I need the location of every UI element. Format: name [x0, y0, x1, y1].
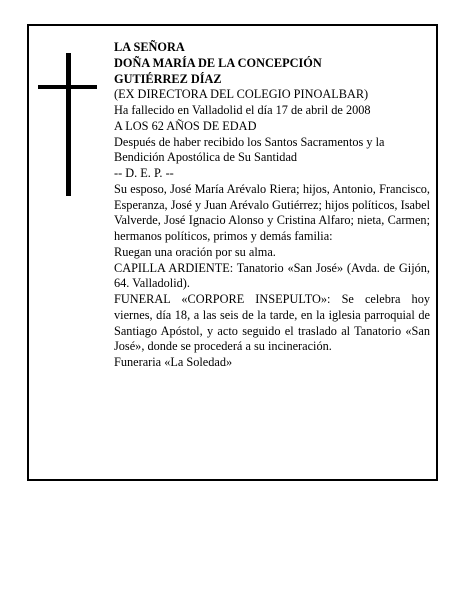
death-notice: Ha fallecido en Valladolid el día 17 de abril de 2008	[114, 103, 371, 117]
cross-icon	[66, 53, 71, 196]
funeral-paragraph: FUNERAL «CORPORE INSEPULTO»: Se celebra hoy viernes, día 18, a las seis de la tarde, en la iglesia parroquial de Santiago Apóstol, y acto seguido el traslado al Tanatorio «San José», donde se procederá a su incineración.	[114, 292, 430, 354]
family-paragraph: Su esposo, José María Arévalo Riera; hijos, Antonio, Francisco, Esperanza, José y Juan Arévalo Gutiérrez; hijos políticos, Isabel Valverde, José Ignacio Alonso y Cristina Alfaro; nieta, Carmen; hermanos políticos, primos y demás familia:	[114, 181, 430, 243]
title-line-3: GUTIÉRREZ DÍAZ	[114, 71, 222, 86]
obituary-text	[114, 40, 430, 371]
title-line-2: DOÑA MARÍA DE LA CONCEPCIÓN	[114, 55, 322, 70]
cross-icon-bar	[38, 85, 97, 89]
title-line-1: LA SEÑORA	[114, 40, 185, 54]
funeral-home-line: Funeraria «La Soledad»	[114, 355, 233, 369]
role-line: (EX DIRECTORA DEL COLEGIO PINOALBAR)	[114, 87, 369, 102]
rip-line: -- D. E. P. --	[114, 166, 174, 180]
age-line: A LOS 62 AÑOS DE EDAD	[114, 118, 257, 133]
sacraments-paragraph: Después de haber recibido los Santos Sacramentos y la Bendición Apostólica de Su Santidad	[114, 134, 385, 165]
prayer-line: Ruegan una oración por su alma.	[114, 244, 276, 259]
chapel-paragraph: CAPILLA ARDIENTE: Tanatorio «San José» (Avda. de Gijón, 64. Valladolid).	[114, 260, 430, 291]
